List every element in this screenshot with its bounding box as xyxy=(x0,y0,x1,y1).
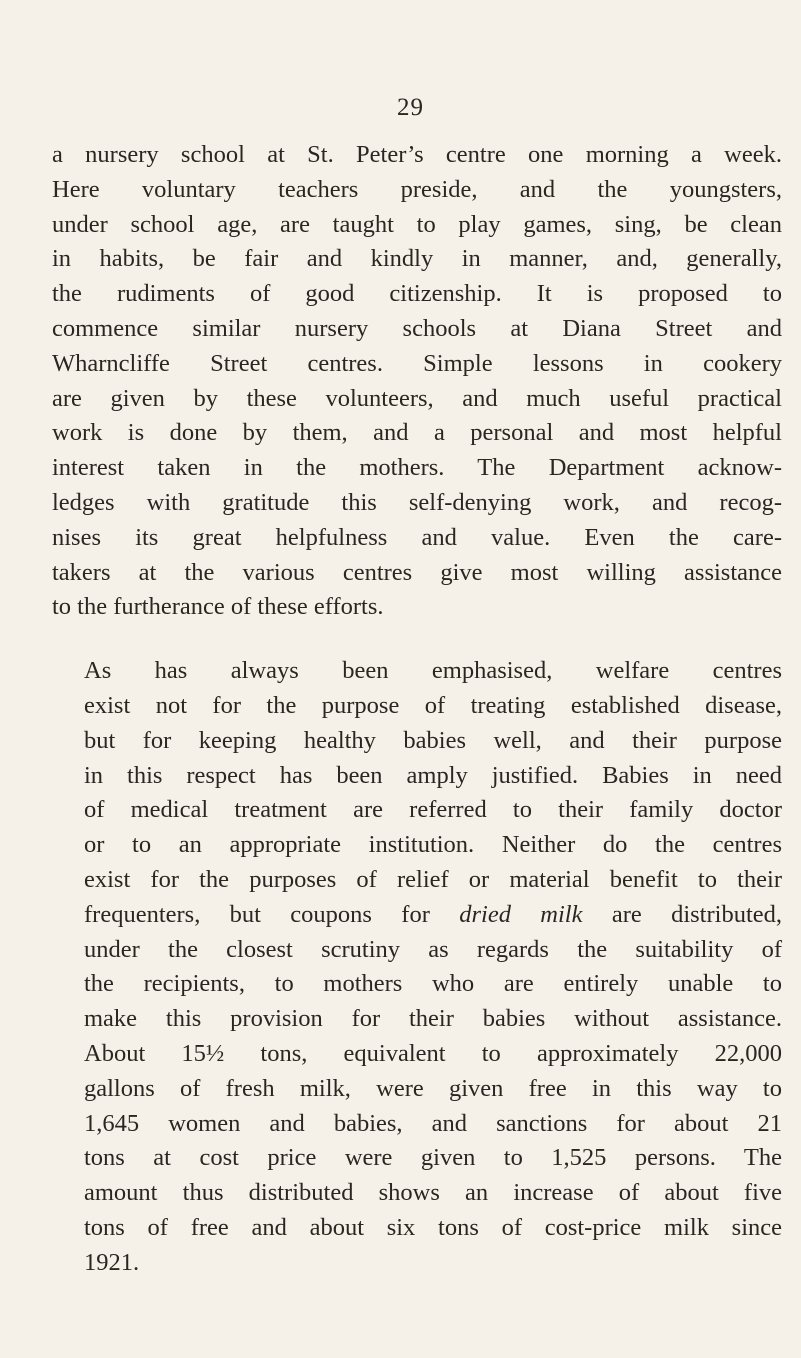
text-line: or to an appropriate institution. Neither do the centres xyxy=(84,831,782,859)
paragraph-2 xyxy=(52,654,782,1280)
text-segment: are distributed, xyxy=(582,900,782,928)
text-line: ledges with gratitude this self-denying work, and recog- xyxy=(52,488,782,516)
body-text xyxy=(52,138,782,1281)
text-line: exist for the purposes of relief or material benefit to their xyxy=(84,865,782,893)
page-number: 29 xyxy=(397,94,424,121)
text-line: 1921. xyxy=(84,1248,140,1276)
text-line: in habits, be fair and kindly in manner, and, generally, xyxy=(52,245,782,273)
text-segment: frequenters, but coupons for xyxy=(84,900,460,928)
text-line: tons at cost price were given to 1,525 persons. The xyxy=(84,1144,782,1172)
text-line: nises its great helpfulness and value. Even the care- xyxy=(52,523,782,551)
text-line: interest taken in the mothers. The Department acknow- xyxy=(52,454,782,482)
text-line: takers at the various centres give most willing assistance xyxy=(52,558,782,586)
text-line: but for keeping healthy babies well, and their purpose xyxy=(84,726,782,754)
text-line: a nursery school at St. Peter’s centre one morning a week. xyxy=(52,141,782,168)
text-line: About 15½ tons, equivalent to approximately 22,000 xyxy=(84,1039,782,1067)
text-line: gallons of fresh milk, were given free in this way to xyxy=(84,1074,782,1102)
text-line: tons of free and about six tons of cost-price milk since xyxy=(84,1213,782,1241)
text-line xyxy=(52,898,782,933)
italic-term: dried milk xyxy=(459,900,583,928)
text-line: the recipients, to mothers who are entirely unable to xyxy=(84,970,782,998)
text-line: under the closest scrutiny as regards the suitability of xyxy=(84,935,782,963)
text-line: the rudiments of good citizenship. It is proposed to xyxy=(52,280,782,308)
text-line: to the furtherance of these efforts. xyxy=(52,593,384,621)
text-line: are given by these volunteers, and much useful practical xyxy=(52,384,782,412)
text-line: Here voluntary teachers preside, and the youngsters, xyxy=(52,175,782,203)
text-line: in this respect has been amply justified. Babies in need xyxy=(84,761,782,789)
text-line: under school age, are taught to play games, sing, be clean xyxy=(52,210,782,238)
text-line: make this provision for their babies without assistance. xyxy=(84,1005,782,1033)
text-line: amount thus distributed shows an increase of about five xyxy=(84,1179,782,1207)
paragraph-1 xyxy=(52,138,782,625)
text-line: Wharncliffe Street centres. Simple lessons in cookery xyxy=(52,349,782,377)
text-line: exist not for the purpose of treating established disease, xyxy=(84,691,782,719)
text-line: work is done by them, and a personal and most helpful xyxy=(52,419,782,447)
text-line: As has always been emphasised, welfare centres xyxy=(84,657,782,685)
text-line: commence similar nursery schools at Diana Street and xyxy=(52,314,782,342)
text-line: 1,645 women and babies, and sanctions for about 21 xyxy=(84,1109,782,1137)
text-line: of medical treatment are referred to their family doctor xyxy=(84,796,782,824)
